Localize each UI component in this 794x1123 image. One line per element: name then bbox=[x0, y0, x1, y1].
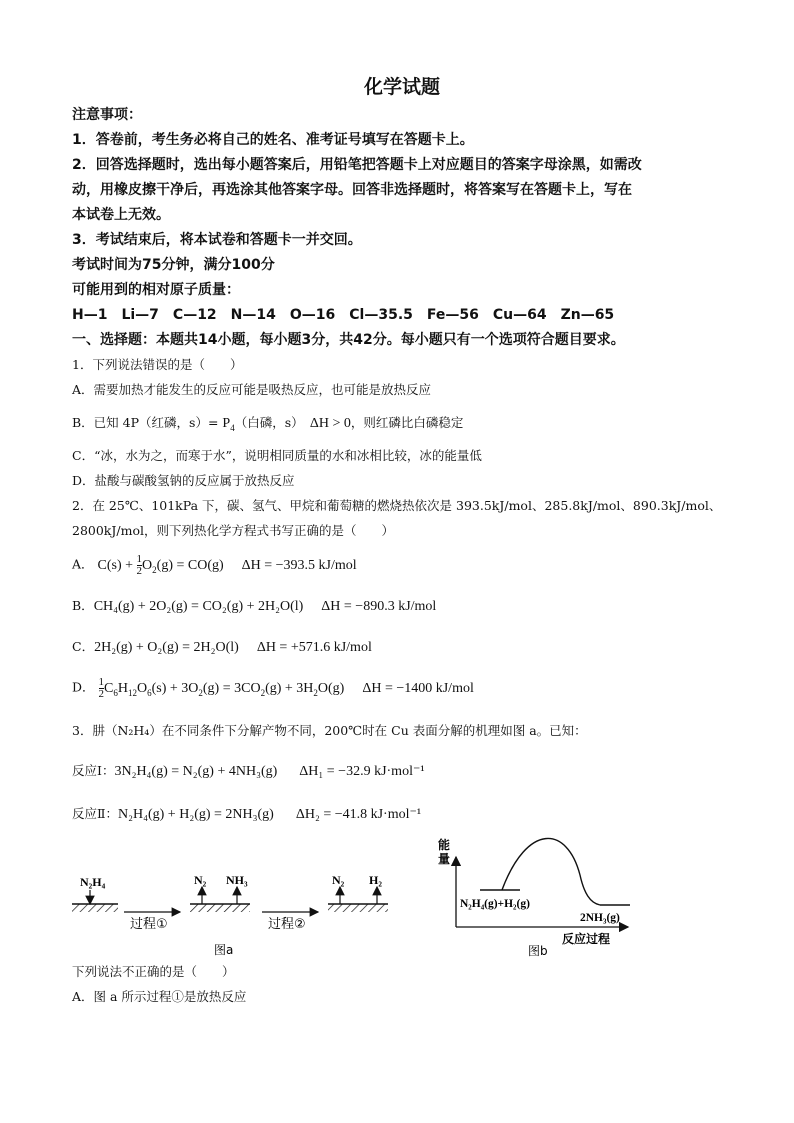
figure-b bbox=[432, 835, 632, 960]
label-process-1: 过程① bbox=[130, 917, 168, 932]
label-process-2: 过程② bbox=[268, 917, 306, 932]
q2-stem-line-1: 2．在 25℃、101kPa 下，碳、氢气、甲烷和葡萄糖的燃烧热依次是 393.5kJ/mol、285.8kJ/mol、890.3kJ/mol、 bbox=[72, 498, 722, 513]
figure-a bbox=[72, 860, 402, 960]
q2-option-d: D． $\frac{1}{2}$ $C_6H_{12}O_6(s) + 3O_2(g) = 3CO_2(g) + 3H_2O(g) \Delta H = -1400$ kJ/mol bbox=[72, 676, 474, 700]
q2-stem-line-2: 2800kJ/mol，则下列热化学方程式书写正确的是（ ） bbox=[72, 523, 394, 538]
page-title: 化学试题 bbox=[363, 76, 440, 98]
note-2-line-1: 2．回答选择题时，选出每小题答案后，用铅笔把答题卡上对应题目的答案字母涂黑，如需改 bbox=[72, 157, 642, 173]
label-n2-2: N₂ bbox=[332, 873, 345, 887]
q1-option-c: C．“冰，水为之，而寒于水”，说明相同质量的水和冰相比较，冰的能量低 bbox=[72, 448, 482, 463]
q1-stem: 1．下列说法错误的是（ ） bbox=[72, 357, 243, 372]
q3-stem: 3．肼（N₂H₄）在不同条件下分解产物不同，200℃时在 Cu 表面分解的机理如图 a。已知： bbox=[72, 723, 587, 738]
ylabel-bottom: 量 bbox=[438, 852, 451, 866]
figure-b-caption: 图b bbox=[528, 944, 548, 958]
xlabel: 反应过程 bbox=[562, 932, 611, 946]
q3-reaction-2: 反应Ⅱ：N₂H₄(g) + H₂(g) = 2NH₃(g) ΔH₂ = −41.8 kJ·mol⁻¹ bbox=[72, 806, 422, 822]
cu-surface-1 bbox=[72, 904, 118, 912]
cu-surface-3 bbox=[328, 904, 388, 912]
q1-option-a: A．需要加热才能发生的反应可能是吸热反应，也可能是放热反应 bbox=[72, 382, 432, 397]
energy-curve bbox=[502, 838, 600, 905]
q3-reaction-1: 反应Ⅰ：3N₂H₄(g) = N₂(g) + 4NH₃(g) ΔH₁ = −32.9 kJ·mol⁻¹ bbox=[72, 763, 425, 779]
note-2-line-2: 动，用橡皮擦干净后，再选涂其他答案字母。回答非选择题时，将答案写在答题卡上，写在 bbox=[72, 182, 632, 198]
q2-option-b: B．CH₄(g) + 2O₂(g) = CO₂(g) + 2H₂O(l) ΔH = −890.3 kJ/mol bbox=[72, 598, 437, 614]
exam-time: 考试时间为75分钟，满分100分 bbox=[72, 257, 275, 273]
note-2-line-3: 本试卷上无效。 bbox=[72, 207, 170, 223]
q3-ask: 下列说法不正确的是（ ） bbox=[72, 964, 235, 979]
section-1-heading: 一、选择题：本题共14小题，每小题3分，共42分。每小题只有一个选项符合题目要求。 bbox=[72, 332, 625, 348]
q1-option-b: B．已知 4P（红磷，$s)= P_4$（白磷，s） ΔH > 0，则红磷比白磷稳定 bbox=[72, 415, 464, 433]
q3-option-a: A．图 a 所示过程①是放热反应 bbox=[72, 989, 247, 1004]
atomic-masses: H—1 Li—7 C—12 N—14 O—16 Cl—35.5 Fe—56 Cu—64 Zn—65 bbox=[72, 307, 615, 323]
q2-option-a: A． C(s) + $\frac{1}{2}$ $O_2(g) = CO(g) \Delta H = -393.5$ kJ/mol bbox=[72, 553, 357, 577]
label-nh3: NH₃ bbox=[226, 873, 248, 887]
label-n2-1: N₂ bbox=[194, 873, 207, 887]
ylabel-top: 能 bbox=[438, 838, 451, 852]
figure-a-caption: 图a bbox=[214, 943, 234, 957]
q2-option-c: C．2H₂(g) + O₂(g) = 2H₂O(l) ΔH = +571.6 kJ/mol bbox=[72, 639, 372, 655]
note-3: 3．考试结束后，将本试卷和答题卡一并交回。 bbox=[72, 232, 362, 248]
product-label: 2NH₃(g) bbox=[580, 912, 620, 924]
cu-surface-2 bbox=[190, 904, 250, 912]
label-n2h4: N₂H₄ bbox=[80, 875, 106, 889]
label-h2: H₂ bbox=[369, 873, 382, 887]
notes-heading: 注意事项： bbox=[72, 107, 142, 123]
atomic-masses-heading: 可能用到的相对原子质量： bbox=[72, 282, 240, 298]
reactant-label: N₂H₄(g)+H₂(g) bbox=[460, 898, 530, 910]
q1-option-d: D．盐酸与碳酸氢钠的反应属于放热反应 bbox=[72, 473, 295, 488]
note-1: 1．答卷前，考生务必将自己的姓名、准考证号填写在答题卡上。 bbox=[72, 132, 474, 148]
